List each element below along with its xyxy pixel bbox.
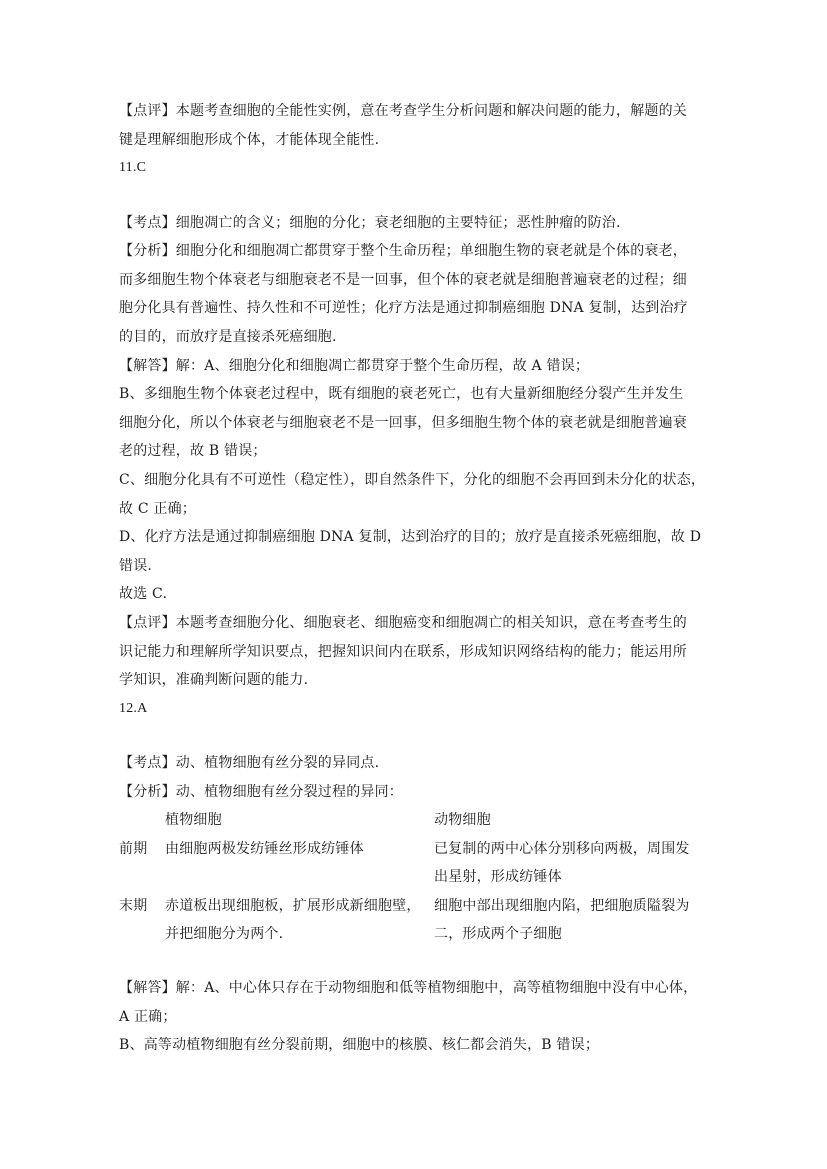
q11-analysis-line-4: 的目的，而放疗是直接杀死癌细胞. [119,329,337,345]
q11-point: 【考点】细胞凋亡的含义；细胞的分化；衰老细胞的主要特征；恶性肿瘤的防治. [119,215,621,231]
q10-comment-line-2: 键是理解细胞形成个体，才能体现全能性. [119,132,380,148]
q12-solution-line-3: B、高等动植物细胞有丝分裂前期，细胞中的核膜、核仁都会消失，B 错误； [119,1037,600,1053]
q11-solution-line-1: 【解答】解：A、细胞分化和细胞凋亡都贯穿于整个生命历程，故 A 错误； [119,358,590,374]
q11-solution-line-6: 故 C 正确； [119,501,197,517]
q11-analysis-line-3: 胞分化具有普遍性、持久性和不可逆性；化疗方法是通过抑制癌细胞 DNA 复制，达到治疗 [119,300,688,316]
q12-point: 【考点】动、植物细胞有丝分裂的异同点. [119,755,380,771]
q11-solution-line-3: 细胞分化，所以个体衰老与细胞衰老不是一回事，但多细胞生物个体的衰老就是细胞普遍衰 [119,415,687,431]
q11-solution-line-5: C、细胞分化具有不可逆性（稳定性），即自然条件下，分化的细胞不会再回到未分化的状态， [119,472,706,488]
q11-solution-line-7: D、化疗方法是通过抑制癌细胞 DNA 复制，达到治疗的目的；放疗是直接杀死癌细胞，故 D [119,529,702,545]
table-row2-plant-line-2: 并把细胞分为两个. [165,926,284,942]
table-row2-plant-line-1: 赤道板出现细胞板，扩展形成新细胞壁， [165,898,421,914]
table-row1-stage: 前期 [119,841,148,857]
q12-analysis: 【分析】动、植物细胞有丝分裂过程的异同： [119,784,403,800]
table-header-animal: 动物细胞 [434,812,491,828]
q11-analysis-line-1: 【分析】细胞分化和细胞凋亡都贯穿于整个生命历程；单细胞生物的衰老就是个体的衰老， [119,243,687,259]
table-row1-animal-line-1: 已复制的两中心体分别移向两极，周围发 [434,841,690,857]
q11-comment-line-3: 学知识，准确判断问题的能力. [119,672,309,688]
q12-solution-line-2: A 正确； [119,1009,177,1025]
q11-answer: 11.C [119,160,147,175]
table-row1-plant: 由细胞两极发纺锤丝形成纺锤体 [165,841,364,857]
q12-answer: 12.A [119,701,148,716]
q11-choose: 故选 C. [119,586,168,602]
q11-solution-line-4: 老的过程，故 B 错误； [119,443,267,459]
table-row1-animal-line-2: 出星射，形成纺锤体 [434,869,562,885]
q11-analysis-line-2: 而多细胞生物个体衰老与细胞衰老不是一回事，但个体的衰老就是细胞普遍衰老的过程；细 [119,272,687,288]
q12-solution-line-1: 【解答】解：A、中心体只存在于动物细胞和低等植物细胞中，高等植物细胞中没有中心体， [119,980,698,996]
table-header-plant: 植物细胞 [165,812,222,828]
q11-solution-line-8: 错误. [119,558,153,574]
q11-comment-line-2: 识记能力和理解所学知识要点，把握知识间内在联系，形成知识网络结构的能力；能运用所 [119,644,687,660]
q11-comment-line-1: 【点评】本题考查细胞分化、细胞衰老、细胞癌变和细胞凋亡的相关知识，意在考查考生的 [119,615,687,631]
q10-comment-line-1: 【点评】本题考查细胞的全能性实例，意在考查学生分析问题和解决问题的能力，解题的关 [119,103,687,119]
table-row2-animal-line-2: 二，形成两个子细胞 [434,926,562,942]
q11-solution-line-2: B、多细胞生物个体衰老过程中，既有细胞的衰老死亡，也有大量新细胞经分裂产生并发生 [119,386,684,402]
table-row2-stage: 末期 [119,898,148,914]
table-row2-animal-line-1: 细胞中部出现细胞内陷，把细胞质隘裂为 [434,898,690,914]
